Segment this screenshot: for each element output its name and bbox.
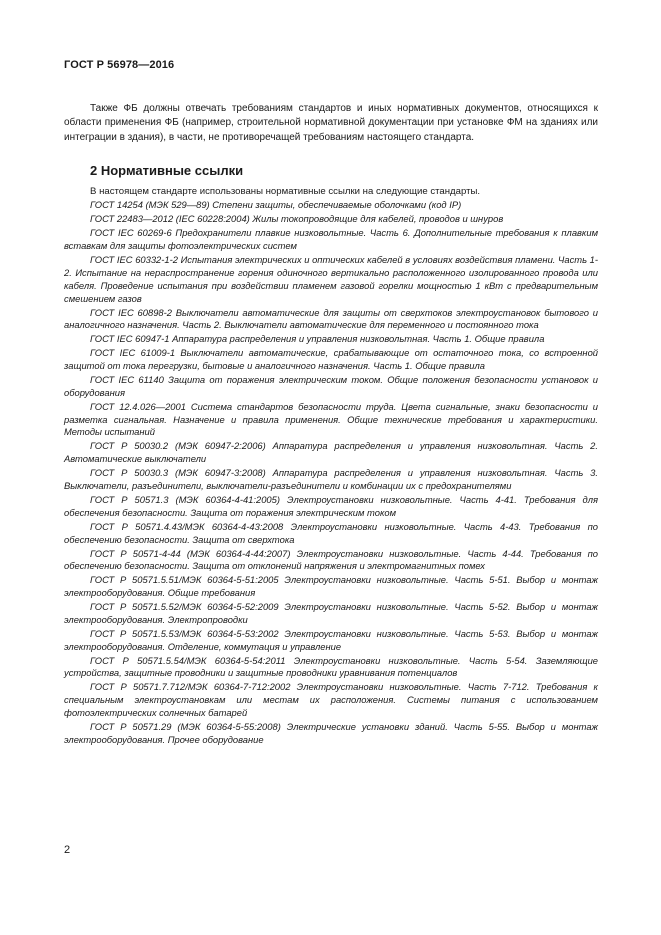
reference-item: ГОСТ Р 50571.5.51/МЭК 60364-5-51:2005 Электроустановки низковольтные. Часть 5-51. Выбор и монтаж электрооборудования. Общие требования: [64, 574, 598, 599]
reference-item: ГОСТ 14254 (МЭК 529—89) Степени защиты, обеспечиваемые оболочками (код IP): [90, 199, 462, 211]
reference-item: ГОСТ 12.4.026—2001 Система стандартов безопасности труда. Цвета сигнальные, знаки безопасности и разметка сигнальная. Назначение и правила применения. Общие технические требования и характеристики. Методы испытаний: [64, 400, 598, 438]
reference-item: ГОСТ Р 50030.3 (МЭК 60947-3:2008) Аппаратура распределения и управления низковольтная. Часть 3. Выключатели, разъединители, выключатели-разъединители и комбинации их с предохранителями: [64, 467, 598, 491]
page-number: 2: [64, 844, 71, 856]
reference-item: ГОСТ Р 50571.5.52/МЭК 60364-5-52:2009 Электроустановки низковольтные. Часть 5-52. Выбор и монтаж электрооборудования. Электропроводки: [64, 601, 598, 625]
section-title: 2 Нормативные ссылки: [90, 163, 244, 178]
intro-paragraph: Также ФБ должны отвечать требованиям стандартов и иных нормативных документов, относящихся к области применения ФБ (например, строительной нормативной документации при установке ФМ на зданиях или интеграции в здания), в части, не противоречащей требованиям настоящего стандарта.: [64, 103, 598, 143]
references-list: [64, 186, 598, 748]
reference-item: ГОСТ Р 50030.2 (МЭК 60947-2:2006) Аппаратура распределения и управления низковольтная. Часть 2. Автоматические выключатели: [64, 440, 598, 465]
reference-item: ГОСТ Р 50571-4-44 (МЭК 60364-4-44:2007) Электроустановки низковольтные. Часть 4-44. Требования по обеспечению безопасности. Защита от отклонений напряжения и электромагнитных помех: [64, 547, 598, 572]
reference-item: ГОСТ 22483—2012 (IEC 60228:2004) Жилы токопроводящие для кабелей, проводов и шнуров: [90, 213, 504, 225]
reference-item: ГОСТ IEC 60898-2 Выключатели автоматические для защиты от сверхтоков электроустановок бытового и аналогичного назначения. Часть 2. Выключатели автоматические для переменного и постоянного тока: [64, 306, 598, 331]
reference-item: ГОСТ IEC 61009-1 Выключатели автоматические, срабатывающие от остаточного тока, со встроенной защитой от тока перегрузки, бытовые и аналогичного назначения. Часть 1. Общие правила: [64, 347, 598, 372]
reference-item: ГОСТ Р 50571.4.43/МЭК 60364-4-43:2008 Электроустановки низковольтные. Часть 4-43. Требования по обеспечению безопасности. Защита от сверхтока: [64, 520, 598, 545]
reference-item: ГОСТ IEC 61140 Защита от поражения электрическим током. Общие положения безопасности установок и оборудования: [64, 374, 598, 398]
reference-item: ГОСТ Р 50571.29 (МЭК 60364-5-55:2008) Электрические установки зданий. Часть 5-55. Выбор и монтаж электрооборудования. Прочее оборудование: [64, 721, 598, 745]
reference-item: ГОСТ IEC 60332-1-2 Испытания электрических и оптических кабелей в условиях воздействия пламени. Часть 1-2. Испытание на нераспространение горения одиночного вертикально расположенного изолированного провода или кабеля. Проведение испытания при воздействии пламенем газовой горелки мощностью 1 кВт с предварительным смешением газов: [64, 254, 598, 304]
document-header: ГОСТ Р 56978—2016: [64, 59, 175, 71]
reference-item: ГОСТ Р 50571.5.53/МЭК 60364-5-53:2002 Электроустановки низковольтные. Часть 5-53. Выбор и монтаж электрооборудования. Отделение, коммутация и управление: [64, 627, 598, 652]
references-lead: В настоящем стандарте использованы нормативные ссылки на следующие стандарты.: [90, 186, 481, 197]
reference-item: ГОСТ Р 50571.7.712/МЭК 60364-7-712:2002 Электроустановки низковольтные. Часть 7-712. Требования к специальным электроустановкам или местам их расположения. Системы питания с использованием фотоэлектрических солнечных батарей: [64, 681, 598, 719]
reference-item: ГОСТ IEC 60269-6 Предохранители плавкие низковольтные. Часть 6. Дополнительные требования к плавким вставкам для защиты фотоэлектрических систем: [64, 227, 598, 252]
reference-item: ГОСТ IEC 60947-1 Аппаратура распределения и управления низковольтная. Часть 1. Общие правила: [90, 333, 545, 345]
reference-item: ГОСТ Р 50571.3 (МЭК 60364-4-41:2005) Электроустановки низковольтные. Часть 4-41. Требования для обеспечения безопасности. Защита от поражения электрическим током: [64, 493, 598, 518]
reference-item: ГОСТ Р 50571.5.54/МЭК 60364-5-54:2011 Электроустановки низковольтные. Часть 5-54. Заземляющие устройства, защитные проводники и защитные проводники уравнивания потенциалов: [64, 654, 598, 679]
